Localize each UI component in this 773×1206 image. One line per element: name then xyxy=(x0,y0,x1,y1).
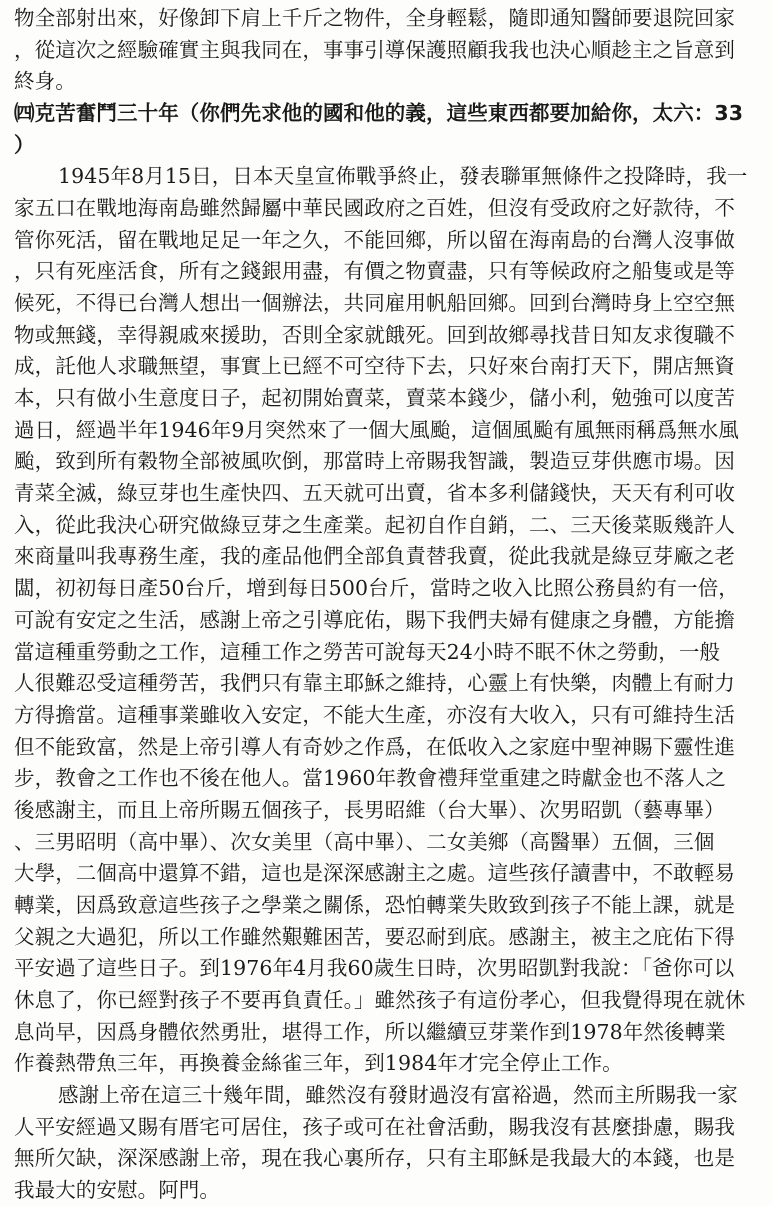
text-line: 步，教會之工作也不後在他人。當1960年教會禮拜堂重建之時獻金也不落人之 xyxy=(14,766,726,790)
text-line: 來商量叫我專務生產，我的產品他們全部負責替我賣，從此我就是綠豆芽廠之老 xyxy=(14,544,735,568)
text-line: 可說有安定之生活，感謝上帝之引導庇佑，賜下我們夫婦有健康之身體，方能擔 xyxy=(14,608,735,632)
text-line: 人平安經過又賜有厝宅可居住，孩子或可在社會活動，賜我沒有甚麼掛慮，賜我 xyxy=(14,1115,735,1139)
text-line: 闆，初初每日產50台斤，增到每日500台斤，當時之收入比照公務員約有一倍， xyxy=(14,576,739,600)
text-line: 本，只有做小生意度日子，起初開始賣菜，賣菜本錢少，儲小利，勉強可以度苦 xyxy=(14,386,735,410)
text-line: 休息了，你已經對孩子不要再負責任。」雖然孩子有這份孝心，但我覺得現在就休 xyxy=(14,988,746,1012)
text-line: 家五口在戰地海南島雖然歸屬中華民國政府之百姓，但沒有受政府之好款待，不 xyxy=(14,196,735,220)
text-line: 當這種重勞動之工作，這種工作之勞苦可說每天24小時不眠不休之勞動，一般 xyxy=(14,640,721,664)
text-line: 終身。 xyxy=(14,69,76,93)
text-line: 、三男昭明（高中畢）、次女美里（高中畢）、二女美鄉（高醫畢）五個，三個 xyxy=(14,830,715,854)
text-line: 青菜全滅，綠豆芽也生產快四、五天就可出賣，省本多利儲錢快，天天有利可收 xyxy=(14,481,735,505)
text-line: 過日，經過半年1946年9月突然來了一個大風颱，這個風颱有風無雨稱爲無水風 xyxy=(14,418,739,442)
text-line: 息尚早，因爲身體依然勇壯，堪得工作，所以繼續豆芽業作到1978年然後轉業 xyxy=(14,1020,726,1044)
text-line: 平安過了這些日子。到1976年4月我60歲生日時，次男昭凱對我說：「爸你可以 xyxy=(14,956,735,980)
section-heading-continuation: ） xyxy=(14,133,35,157)
text-line: 人很難忍受這種勞苦，我們只有靠主耶穌之維持，心靈上有快樂，肉體上有耐力 xyxy=(14,671,735,695)
text-line: ，只有死座活食，所有之錢銀用盡，有價之物賣盡，只有等候政府之船隻或是等 xyxy=(14,259,735,283)
text-line: 物或無錢，幸得親戚來援助，否則全家就餓死。回到故鄉尋找昔日知友求復職不 xyxy=(14,323,735,347)
paragraph-start: 1945年8月15日，日本天皇宣佈戰爭終止，發表聯軍無條件之投降時，我一 xyxy=(58,164,748,188)
text-line: ，從這次之經驗確實主與我同在，事事引導保護照顧我我也決心順趁主之旨意到 xyxy=(14,38,735,62)
text-line: 管你死活，留在戰地足足一年之久，不能回鄉，所以留在海南島的台灣人沒事做 xyxy=(14,228,735,252)
paragraph-start: 感謝上帝在這三十幾年間，雖然沒有發財過沒有富裕過，然而主所賜我一家 xyxy=(58,1083,738,1107)
text-line: 方得擔當。這種事業雖收入安定，不能大生產，亦沒有大收入，只有可維持生活 xyxy=(14,703,735,727)
text-line: 物全部射出來，好像卸下肩上千斤之物件，全身輕鬆，隨即通知醫師要退院回家 xyxy=(14,6,735,30)
section-heading: ㈣克苦奮鬥三十年（你們先求他的國和他的義，這些東西都要加給你，太六：33 xyxy=(14,101,744,125)
text-line: 我最大的安慰。阿門。 xyxy=(14,1178,220,1202)
text-line: 但不能致富，然是上帝引導人有奇妙之作爲，在低收入之家庭中聖神賜下靈性進 xyxy=(14,735,735,759)
text-line: 父親之大過犯，所以工作雖然艱難困苦，要忍耐到底。感謝主，被主之庇佑下得 xyxy=(14,925,735,949)
text-line: 作養熱帶魚三年，再換養金絲雀三年，到1984年才完全停止工作。 xyxy=(14,1051,623,1075)
text-line: 入，從此我決心研究做綠豆芽之生產業。起初自作自銷，二、三天後菜販幾許人 xyxy=(14,513,735,537)
text-line: 成，託他人求職無望，事實上已經不可空待下去，只好來台南打天下，開店無資 xyxy=(14,354,735,378)
text-line: 後感謝主，而且上帝所賜五個孩子，長男昭維（台大畢）、次男昭凱（藝專畢） xyxy=(14,798,725,822)
text-line: 候死，不得已台灣人想出一個辦法，共同雇用帆船回鄉。回到台灣時身上空空無 xyxy=(14,291,735,315)
text-line: 無所欠缺，深深感謝上帝，現在我心裏所存，只有主耶穌是我最大的本錢，也是 xyxy=(14,1146,735,1170)
text-line: 颱，致到所有穀物全部被風吹倒，那當時上帝賜我智識，製造豆芽供應市場。因 xyxy=(14,449,735,473)
text-line: 轉業，因爲致意這些孩子之學業之關係，恐怕轉業失敗致到孩子不能上課，就是 xyxy=(14,893,735,917)
text-line: 大學，二個高中還算不錯，這也是深深感謝主之處。這些孩仔讀書中，不敢輕易 xyxy=(14,861,735,885)
